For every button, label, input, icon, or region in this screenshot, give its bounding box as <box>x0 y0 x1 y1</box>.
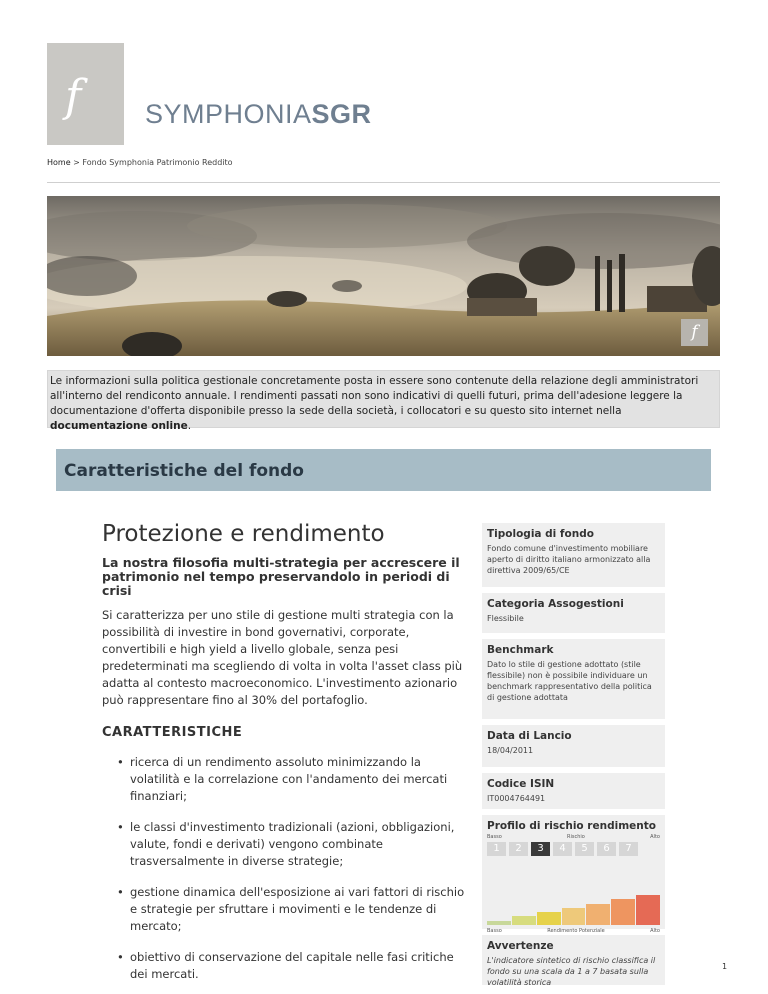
return-bar-6 <box>611 899 635 925</box>
return-bar-5 <box>586 904 610 925</box>
risk-level-5: 5 <box>575 842 594 856</box>
misty-landscape-illustration <box>47 196 720 356</box>
intro-paragraph: Si caratterizza per uno stile di gestione multi strategia con la possibilità di investire in bond governativi, corporate, convertibili e high yield a livello globale, senza pesi predeterminati ma scegliendo di volta in volta l'asset class più adatta al contesto macroeconomico. L'investimento azionario può rappresentare fino al 30% del portafoglio. <box>102 608 463 707</box>
breadcrumb-home-link[interactable]: Home <box>47 158 71 167</box>
header-divider <box>47 182 720 183</box>
benchmark-text: Dato lo stile di gestione adottato (stile flessibile) non è possibile individuare un benchmark rappresentativo della politica di gestione adottata <box>487 660 652 702</box>
risk-level-6: 6 <box>597 842 616 856</box>
risk-labels <box>487 834 660 840</box>
hero-image <box>47 196 720 356</box>
isin-card <box>482 773 665 809</box>
return-bar-2 <box>512 916 536 925</box>
return-label-mid: Rendimento Potenziale <box>547 928 605 934</box>
isin-text: IT0004764491 <box>487 794 546 803</box>
list-item: • obiettivo di conservazione del capitale nelle fasi critiche dei mercati. <box>117 949 472 983</box>
return-bar-7 <box>636 895 660 925</box>
rischio-card <box>482 815 665 934</box>
risk-label-mid: Rischio <box>567 834 585 840</box>
caratteristiche-list <box>102 754 472 983</box>
return-label-high: Alto <box>650 928 660 934</box>
brand-light: SYMPHONIA <box>145 99 312 129</box>
avvertenze-text: L'indicatore sintetico di rischio classifica il fondo su una scala da 1 a 7 basata sulla volatilità storica <box>487 956 656 987</box>
list-item: • ricerca di un rendimento assoluto minimizzando la volatilità e la correlazione con l'andamento dei mercati finanziari; <box>117 754 472 805</box>
risk-bottom-labels <box>487 928 660 934</box>
risk-level-2: 2 <box>509 842 528 856</box>
breadcrumb-separator: > <box>73 158 80 167</box>
data-lancio-card <box>482 725 665 767</box>
categoria-title: Categoria Assogestioni <box>487 598 624 610</box>
return-bar-1 <box>487 921 511 925</box>
potential-return-bars <box>487 895 660 925</box>
avvertenze-title: Avvertenze <box>487 940 554 952</box>
data-lancio-title: Data di Lancio <box>487 730 572 742</box>
rischio-title: Profilo di rischio rendimento <box>487 820 656 832</box>
brand-bold: SGR <box>311 99 372 129</box>
return-bar-4 <box>562 908 586 925</box>
risk-scale <box>487 842 660 856</box>
tipologia-card <box>482 523 665 587</box>
risk-level-1: 1 <box>487 842 506 856</box>
data-lancio-text: 18/04/2011 <box>487 746 534 755</box>
disclaimer-box <box>47 370 720 432</box>
breadcrumb-current: Fondo Symphonia Patrimonio Reddito <box>82 158 233 167</box>
fund-info-sidebar <box>482 523 665 991</box>
risk-label-low: Basso <box>487 834 502 840</box>
main-content <box>102 520 472 994</box>
avvertenze-card <box>482 935 665 985</box>
brand-name[interactable] <box>145 99 372 130</box>
logo-glyph: f <box>65 71 82 122</box>
caratteristiche-heading: CARATTERISTICHE <box>102 725 243 740</box>
disclaimer-end: . <box>187 420 192 432</box>
tipologia-text: Fondo comune d'investimento mobiliare aperto di diritto italiano armonizzato alla direttiva 2009/65/CE <box>487 544 651 575</box>
risk-level-7: 7 <box>619 842 638 856</box>
breadcrumb <box>47 158 233 167</box>
logo-mark[interactable] <box>47 43 124 145</box>
risk-label-high: Alto <box>650 834 660 840</box>
main-title: Protezione e rendimento <box>102 521 385 547</box>
page-number: 1 <box>722 962 728 971</box>
hero-logo-badge: f <box>681 319 708 346</box>
risk-level-4: 4 <box>553 842 572 856</box>
disclaimer-text: Le informazioni sulla politica gestionale concretamente posta in essere sono contenute della relazione degli amministratori all'interno del rendiconto annuale. I rendimenti passati non sono indicativi di quelli futuri, prima dell'adesione leggere la documentazione d'offerta disponibile presso la sede della società, i collocatori e su questo sito internet nella <box>50 375 699 417</box>
return-bar-3 <box>537 912 561 925</box>
list-item: • gestione dinamica dell'esposizione ai vari fattori di rischio e strategie per sfruttare i movimenti e le tendenze di mercato; <box>117 884 472 935</box>
section-header: Caratteristiche del fondo <box>56 449 711 491</box>
subtitle: La nostra filosofia multi-strategia per accrescere il patrimonio nel tempo preservandolo in periodi di crisi <box>102 555 460 598</box>
risk-level-3: 3 <box>531 842 550 856</box>
benchmark-card <box>482 639 665 719</box>
categoria-card <box>482 593 665 633</box>
categoria-text: Flessibile <box>487 614 524 623</box>
return-label-low: Basso <box>487 928 502 934</box>
documentazione-online-link[interactable]: documentazione online <box>50 420 188 432</box>
isin-title: Codice ISIN <box>487 778 555 790</box>
list-item: • le classi d'investimento tradizionali (azioni, obbligazioni, valute, fondi e derivati) vengono combinate trasversalmente in diverse strategie; <box>117 819 472 870</box>
benchmark-title: Benchmark <box>487 644 554 656</box>
tipologia-title: Tipologia di fondo <box>487 528 594 540</box>
